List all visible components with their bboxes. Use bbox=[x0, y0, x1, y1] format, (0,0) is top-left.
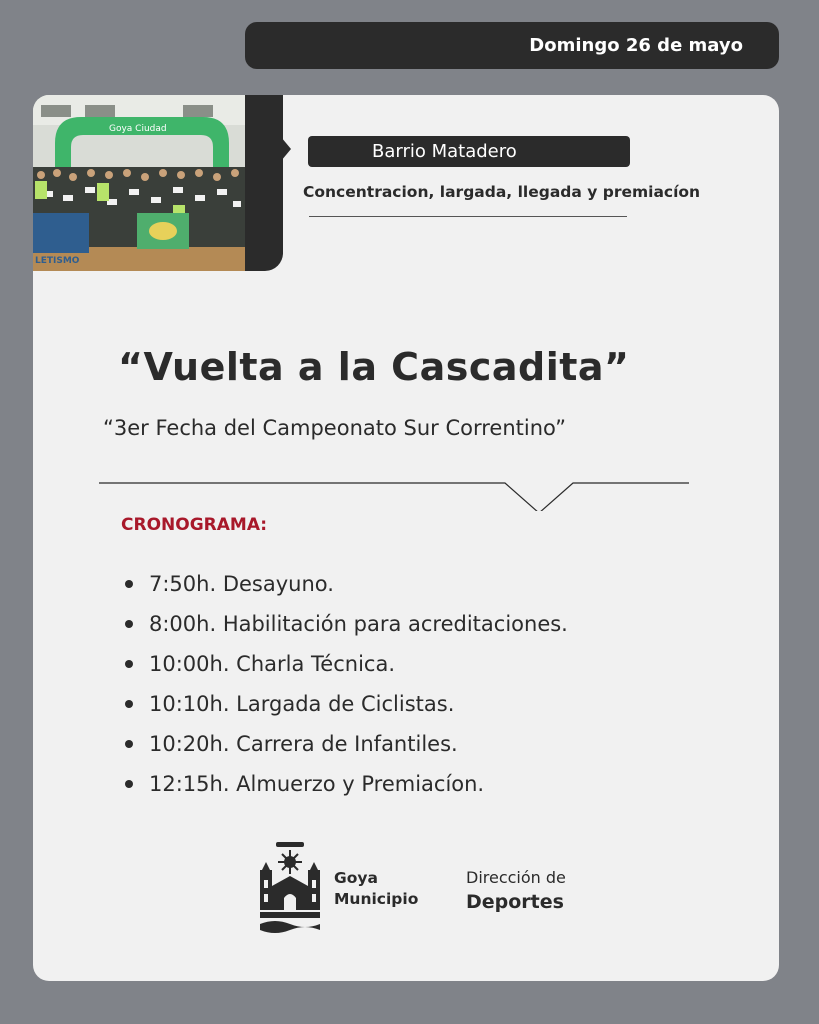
schedule-heading: CRONOGRAMA: bbox=[121, 515, 268, 535]
event-photo bbox=[33, 95, 245, 271]
date-badge bbox=[245, 22, 779, 69]
chevron-divider bbox=[99, 481, 689, 511]
event-title: “Vuelta a la Cascadita” bbox=[118, 345, 630, 389]
schedule-item bbox=[125, 644, 568, 684]
schedule-item bbox=[125, 684, 568, 724]
barrio-badge bbox=[308, 136, 630, 167]
activities-text: Concentracion, largada, llegada y premiacíon bbox=[303, 183, 701, 201]
flag-text: LETISMO bbox=[35, 256, 80, 266]
direccion-line2: Deportes bbox=[466, 891, 564, 913]
bullet-icon bbox=[125, 780, 133, 788]
schedule-item-text: 10:00h. Charla Técnica. bbox=[149, 652, 395, 676]
municipio-crest-icon bbox=[258, 840, 322, 935]
bullet-icon bbox=[125, 700, 133, 708]
schedule-item bbox=[125, 604, 568, 644]
direccion-wordmark bbox=[466, 866, 566, 914]
barrio-label: Barrio Matadero bbox=[372, 141, 517, 162]
event-subtitle: “3er Fecha del Campeonato Sur Correntino” bbox=[103, 416, 566, 440]
bullet-icon bbox=[125, 580, 133, 588]
schedule-item-text: 12:15h. Almuerzo y Premiacíon. bbox=[149, 772, 485, 796]
schedule-item-text: 7:50h. Desayuno. bbox=[149, 572, 334, 596]
arch-banner-text: Goya Ciudad bbox=[109, 124, 167, 134]
municipio-wordmark bbox=[334, 868, 418, 910]
schedule-item bbox=[125, 564, 568, 604]
schedule-item bbox=[125, 764, 568, 804]
event-card bbox=[33, 95, 779, 981]
schedule-item bbox=[125, 724, 568, 764]
footer-logos bbox=[258, 840, 588, 935]
bullet-icon bbox=[125, 660, 133, 668]
bullet-icon bbox=[125, 740, 133, 748]
schedule-item-text: 8:00h. Habilitación para acreditaciones. bbox=[149, 612, 568, 636]
schedule-item-text: 10:20h. Carrera de Infantiles. bbox=[149, 732, 458, 756]
municipio-line2: Municipio bbox=[334, 890, 419, 908]
schedule-item-text: 10:10h. Largada de Ciclistas. bbox=[149, 692, 455, 716]
divider-small bbox=[309, 216, 627, 217]
schedule-list bbox=[125, 564, 568, 804]
municipio-line1: Goya bbox=[334, 869, 378, 887]
bullet-icon bbox=[125, 620, 133, 628]
direccion-line1: Dirección de bbox=[466, 868, 566, 887]
photo-notch bbox=[281, 137, 291, 161]
date-label: Domingo 26 de mayo bbox=[529, 35, 743, 56]
